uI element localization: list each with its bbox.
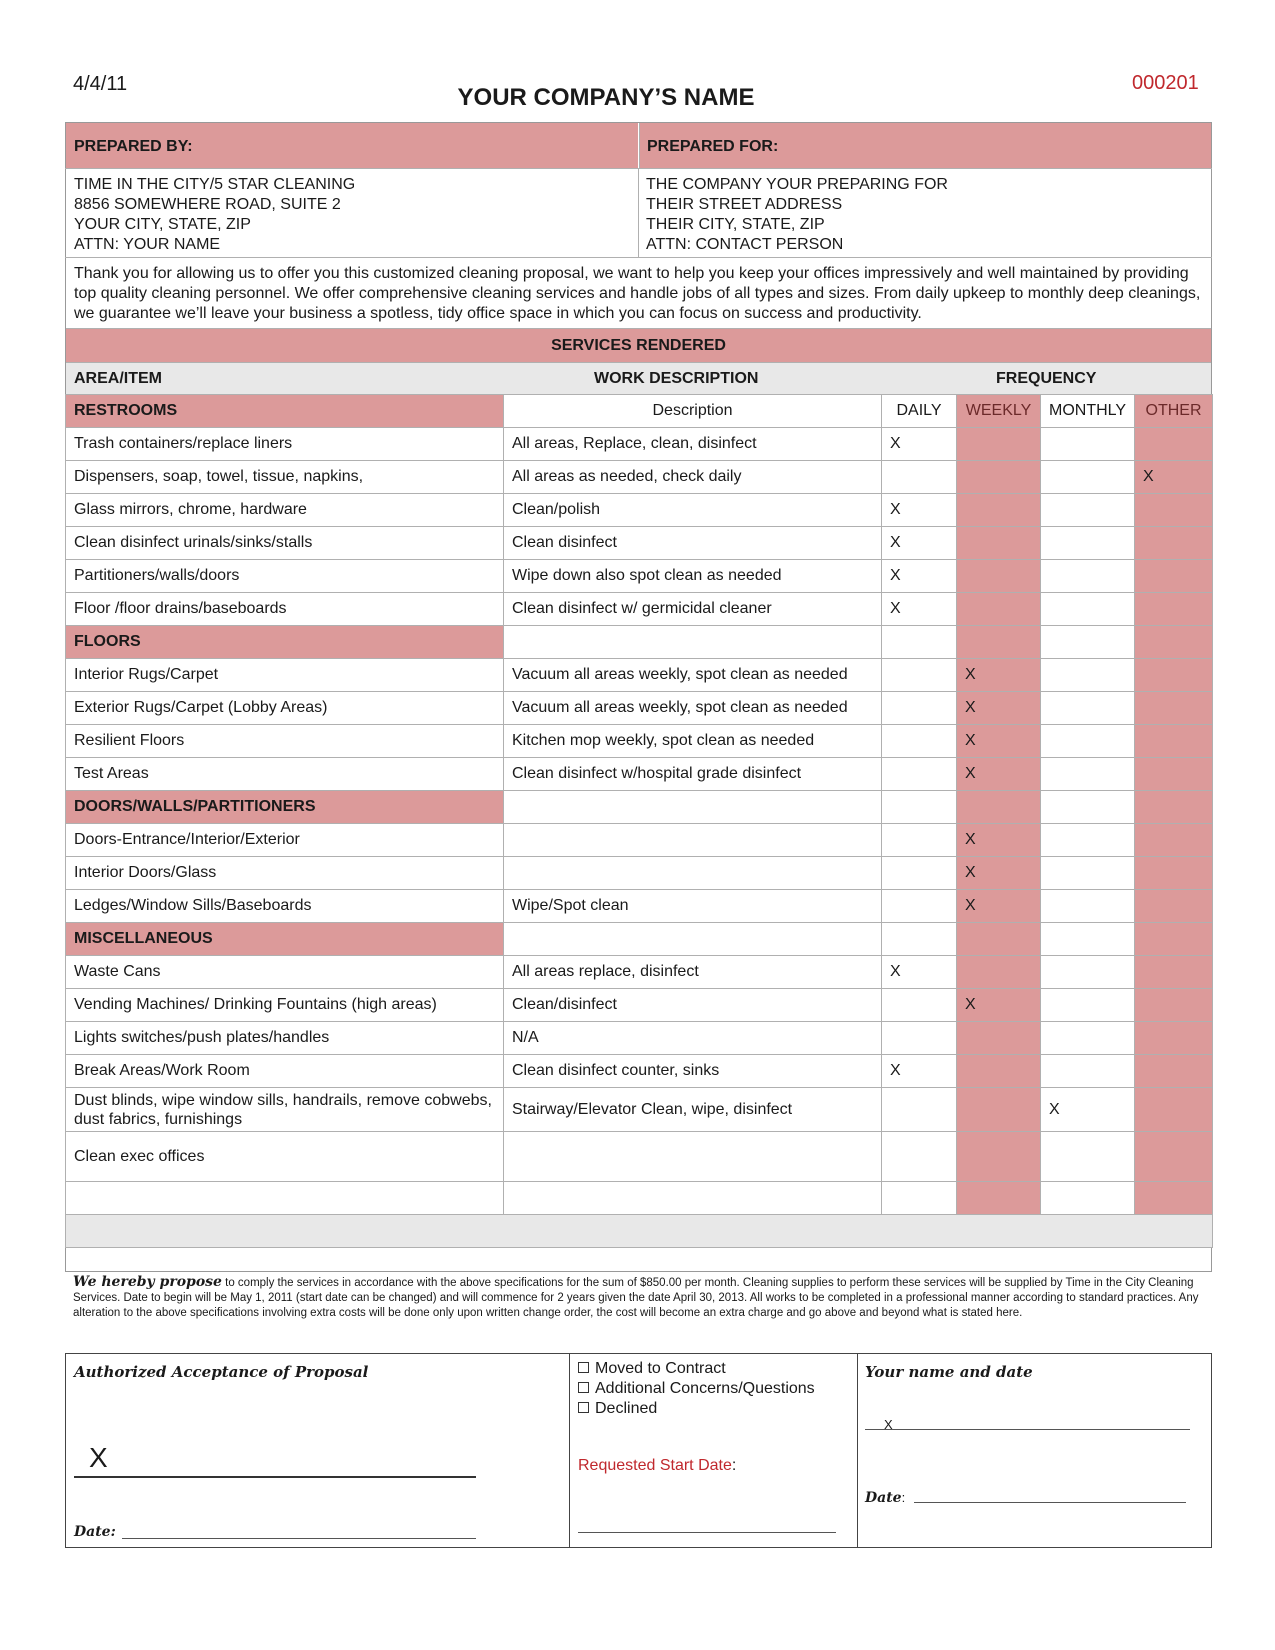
- freq-other-cell: [1135, 989, 1213, 1022]
- requested-start-colon: :: [731, 1457, 737, 1474]
- prepared-for-address: [639, 175, 1211, 255]
- freq-weekly-cell: [957, 560, 1041, 593]
- freq-other-cell: [1135, 593, 1213, 626]
- section-row: [66, 791, 1213, 824]
- prepared-for-label: PREPARED FOR:: [647, 138, 779, 155]
- freq-monthly-cell: [1041, 890, 1135, 923]
- freq-weekly-cell: [957, 494, 1041, 527]
- freq-daily-cell: [882, 890, 957, 923]
- prepared-by-address: [66, 175, 638, 255]
- freq-monthly-cell: [1041, 593, 1135, 626]
- table-row: [66, 593, 1213, 626]
- freq-daily-cell: [882, 857, 957, 890]
- table-row: [66, 989, 1213, 1022]
- freq-weekly-cell: X: [957, 692, 1041, 725]
- description-subheader: Description: [504, 395, 882, 428]
- table-row: [66, 1132, 1213, 1182]
- description-cell: Clean/disinfect: [504, 989, 882, 1022]
- freq-weekly-cell: X: [957, 989, 1041, 1022]
- intro-paragraph: Thank you for allowing us to offer you this customized cleaning proposal, we want to help you keep your offices impressively and well maintained by providing top quality cleaning personnel. We offer comprehensive cleaning services and handle jobs of all types and sizes. From daily upkeep to monthly deep cleanings, we guarantee we’ll leave your business a spotless, tidy office space in which you can focus on success and productivity.: [74, 265, 1201, 322]
- area-item-cell: Floor /floor drains/baseboards: [66, 593, 504, 626]
- description-cell: Vacuum all areas weekly, spot clean as needed: [504, 692, 882, 725]
- description-cell: All areas, Replace, clean, disinfect: [504, 428, 882, 461]
- table-row: [66, 1182, 1213, 1215]
- requested-start-date: [578, 1457, 736, 1475]
- freq-daily-cell: [882, 758, 957, 791]
- document-date: 4/4/11: [73, 73, 128, 95]
- area-item-cell: Interior Rugs/Carpet: [66, 659, 504, 692]
- table-row: [66, 824, 1213, 857]
- empty-cell: [504, 791, 882, 824]
- freq-weekly-cell: [957, 428, 1041, 461]
- area-item-cell: [66, 1182, 504, 1215]
- freq-monthly-cell: [1041, 923, 1135, 956]
- requested-start-line[interactable]: [578, 1532, 836, 1533]
- freq-monthly-cell: [1041, 659, 1135, 692]
- freq-monthly-cell: [1041, 494, 1135, 527]
- freq-other-cell: [1135, 1088, 1213, 1132]
- freq-other-cell: [1135, 791, 1213, 824]
- your-signature-x: X: [884, 1417, 893, 1432]
- freq-monthly-cell: [1041, 1132, 1135, 1182]
- freq-daily-cell: [882, 1132, 957, 1182]
- description-cell: Kitchen mop weekly, spot clean as needed: [504, 725, 882, 758]
- freq-daily-cell: [882, 791, 957, 824]
- section-title: DOORS/WALLS/PARTITIONERS: [66, 791, 504, 824]
- description-cell: [504, 857, 882, 890]
- freq-daily-cell: [882, 824, 957, 857]
- freq-other-cell: [1135, 494, 1213, 527]
- freq-other-cell: [1135, 692, 1213, 725]
- services-title-band: [66, 328, 1211, 362]
- prepared-by-line: ATTN: YOUR NAME: [74, 236, 221, 253]
- area-item-cell: Partitioners/walls/doors: [66, 560, 504, 593]
- description-cell: [504, 1182, 882, 1215]
- freq-daily-cell: [882, 692, 957, 725]
- work-description-header: WORK DESCRIPTION: [594, 370, 759, 387]
- freq-other-cell: [1135, 527, 1213, 560]
- your-date-label: Date: [865, 1490, 902, 1506]
- freq-other-cell: [1135, 725, 1213, 758]
- freq-weekly-cell: X: [957, 857, 1041, 890]
- table-row: [66, 1055, 1213, 1088]
- prepared-for-line: THEIR STREET ADDRESS: [646, 196, 843, 213]
- table-row: [66, 857, 1213, 890]
- table-row: [66, 527, 1213, 560]
- section-row: [66, 626, 1213, 659]
- area-item-cell: Test Areas: [66, 758, 504, 791]
- freq-other-cell: [1135, 428, 1213, 461]
- proposal-lead: We hereby propose: [73, 1274, 222, 1290]
- freq-other-cell: [1135, 890, 1213, 923]
- requested-start-label: Requested Start Date: [578, 1457, 732, 1474]
- prepared-by-header: [66, 123, 638, 168]
- table-row: [66, 428, 1213, 461]
- area-item-cell: Trash containers/replace liners: [66, 428, 504, 461]
- freq-monthly-cell: [1041, 956, 1135, 989]
- frequency-header: FREQUENCY: [996, 370, 1097, 387]
- area-item-cell: Dust blinds, wipe window sills, handrails, remove cobwebs, dust fabrics, furnishings: [66, 1088, 504, 1132]
- table-row: [66, 758, 1213, 791]
- section-title: MISCELLANEOUS: [66, 923, 504, 956]
- freq-label-daily: DAILY: [882, 395, 957, 428]
- prepared-for-header: [639, 123, 1211, 168]
- table-row: [66, 1022, 1213, 1055]
- checkbox-icon[interactable]: [578, 1402, 589, 1413]
- freq-daily-cell: X: [882, 1055, 957, 1088]
- freq-monthly-cell: [1041, 857, 1135, 890]
- freq-weekly-cell: [957, 527, 1041, 560]
- area-item-cell: Vending Machines/ Drinking Fountains (high areas): [66, 989, 504, 1022]
- acceptance-section: [65, 1353, 1212, 1548]
- freq-weekly-cell: [957, 1088, 1041, 1132]
- acceptance-date-line[interactable]: [122, 1538, 476, 1539]
- description-cell: Clean disinfect counter, sinks: [504, 1055, 882, 1088]
- description-cell: N/A: [504, 1022, 882, 1055]
- freq-monthly-cell: [1041, 527, 1135, 560]
- company-name-title: YOUR COMPANY’S NAME: [457, 84, 755, 111]
- footer-row: [66, 1215, 1213, 1248]
- area-item-cell: Exterior Rugs/Carpet (Lobby Areas): [66, 692, 504, 725]
- freq-monthly-cell: [1041, 1055, 1135, 1088]
- freq-monthly-cell: [1041, 692, 1135, 725]
- freq-daily-cell: [882, 626, 957, 659]
- freq-daily-cell: [882, 989, 957, 1022]
- prepared-by-line: 8856 SOMEWHERE ROAD, SUITE 2: [74, 196, 341, 213]
- freq-monthly-cell: [1041, 791, 1135, 824]
- description-cell: [504, 1132, 882, 1182]
- freq-daily-cell: X: [882, 560, 957, 593]
- freq-monthly-cell: [1041, 725, 1135, 758]
- freq-monthly-cell: [1041, 560, 1135, 593]
- description-cell: Clean disinfect: [504, 527, 882, 560]
- your-name-date-title: Your name and date: [865, 1363, 1033, 1381]
- table-row: [66, 890, 1213, 923]
- area-item-cell: Lights switches/push plates/handles: [66, 1022, 504, 1055]
- your-date-colon: :: [901, 1490, 906, 1505]
- area-item-cell: Dispensers, soap, towel, tissue, napkins,: [66, 461, 504, 494]
- freq-weekly-cell: [957, 1055, 1041, 1088]
- freq-other-cell: [1135, 1022, 1213, 1055]
- empty-cell: [504, 626, 882, 659]
- freq-weekly-cell: [957, 1132, 1041, 1182]
- freq-daily-cell: [882, 659, 957, 692]
- freq-weekly-cell: [957, 791, 1041, 824]
- proposal-statement: [73, 1275, 1213, 1321]
- description-cell: Wipe/Spot clean: [504, 890, 882, 923]
- freq-weekly-cell: [957, 923, 1041, 956]
- description-cell: Stairway/Elevator Clean, wipe, disinfect: [504, 1088, 882, 1132]
- description-cell: Clean/polish: [504, 494, 882, 527]
- prepared-by-label: PREPARED BY:: [74, 138, 193, 155]
- area-item-cell: Resilient Floors: [66, 725, 504, 758]
- freq-other-cell: [1135, 923, 1213, 956]
- freq-weekly-cell: [957, 956, 1041, 989]
- section-title: FLOORS: [66, 626, 504, 659]
- freq-monthly-cell: X: [1041, 1088, 1135, 1132]
- area-item-cell: Glass mirrors, chrome, hardware: [66, 494, 504, 527]
- freq-weekly-cell: X: [957, 824, 1041, 857]
- freq-monthly-cell: [1041, 1022, 1135, 1055]
- section-title: RESTROOMS: [66, 395, 504, 428]
- table-row: [66, 956, 1213, 989]
- option-label: Moved to Contract: [595, 1360, 726, 1377]
- freq-weekly-cell: [957, 461, 1041, 494]
- freq-label-weekly: WEEKLY: [957, 395, 1041, 428]
- area-item-cell: Doors-Entrance/Interior/Exterior: [66, 824, 504, 857]
- table-row: [66, 560, 1213, 593]
- area-item-cell: Ledges/Window Sills/Baseboards: [66, 890, 504, 923]
- services-title: SERVICES RENDERED: [551, 337, 726, 354]
- table-row: [66, 1088, 1213, 1132]
- description-cell: Wipe down also spot clean as needed: [504, 560, 882, 593]
- area-item-cell: Break Areas/Work Room: [66, 1055, 504, 1088]
- services-column-header: [66, 362, 1211, 394]
- freq-other-cell: [1135, 956, 1213, 989]
- freq-weekly-cell: X: [957, 890, 1041, 923]
- description-cell: Clean disinfect w/hospital grade disinfect: [504, 758, 882, 791]
- services-table: [65, 394, 1213, 1248]
- freq-monthly-cell: [1041, 1182, 1135, 1215]
- freq-daily-cell: X: [882, 527, 957, 560]
- freq-label-other: OTHER: [1135, 395, 1213, 428]
- table-row: [66, 659, 1213, 692]
- freq-weekly-cell: X: [957, 758, 1041, 791]
- description-cell: All areas as needed, check daily: [504, 461, 882, 494]
- freq-daily-cell: X: [882, 593, 957, 626]
- acceptance-title: Authorized Acceptance of Proposal: [74, 1363, 369, 1381]
- description-cell: Clean disinfect w/ germicidal cleaner: [504, 593, 882, 626]
- freq-weekly-cell: [957, 626, 1041, 659]
- freq-other-cell: X: [1135, 461, 1213, 494]
- prepared-for-line: ATTN: CONTACT PERSON: [646, 236, 844, 253]
- your-signature-line[interactable]: [865, 1429, 1190, 1430]
- freq-weekly-cell: X: [957, 725, 1041, 758]
- freq-daily-cell: [882, 1182, 957, 1215]
- section-row: [66, 923, 1213, 956]
- freq-daily-cell: [882, 725, 957, 758]
- freq-other-cell: [1135, 857, 1213, 890]
- option-label: Additional Concerns/Questions: [595, 1380, 815, 1397]
- option-label: Declined: [595, 1400, 658, 1417]
- empty-cell: [504, 923, 882, 956]
- freq-daily-cell: [882, 1022, 957, 1055]
- services-subheader-row: [66, 395, 1213, 428]
- freq-other-cell: [1135, 659, 1213, 692]
- prepared-by-line: TIME IN THE CITY/5 STAR CLEANING: [74, 176, 356, 193]
- area-item-header: AREA/ITEM: [74, 370, 162, 387]
- prepared-by-line: YOUR CITY, STATE, ZIP: [74, 216, 251, 233]
- freq-weekly-cell: [957, 593, 1041, 626]
- prepared-for-line: THEIR CITY, STATE, ZIP: [646, 216, 825, 233]
- freq-monthly-cell: [1041, 461, 1135, 494]
- freq-other-cell: [1135, 1132, 1213, 1182]
- signature-x-mark: X: [89, 1442, 108, 1473]
- description-cell: [504, 824, 882, 857]
- freq-daily-cell: [882, 461, 957, 494]
- prepared-for-line: THE COMPANY YOUR PREPARING FOR: [646, 176, 948, 193]
- status-options: [578, 1359, 815, 1419]
- freq-other-cell: [1135, 1055, 1213, 1088]
- signature-line[interactable]: [74, 1476, 476, 1478]
- freq-daily-cell: X: [882, 956, 957, 989]
- option-declined[interactable]: [578, 1399, 815, 1419]
- freq-monthly-cell: [1041, 626, 1135, 659]
- checkbox-icon[interactable]: [578, 1362, 589, 1373]
- freq-weekly-cell: [957, 1022, 1041, 1055]
- option-moved-to-contract[interactable]: [578, 1359, 815, 1379]
- your-date: [865, 1490, 905, 1506]
- freq-daily-cell: X: [882, 428, 957, 461]
- description-cell: All areas replace, disinfect: [504, 956, 882, 989]
- freq-other-cell: [1135, 1182, 1213, 1215]
- freq-monthly-cell: [1041, 758, 1135, 791]
- area-item-cell: Interior Doors/Glass: [66, 857, 504, 890]
- freq-daily-cell: [882, 923, 957, 956]
- your-date-line[interactable]: [914, 1502, 1186, 1503]
- freq-weekly-cell: X: [957, 659, 1041, 692]
- option-additional-concerns[interactable]: [578, 1379, 815, 1399]
- footer-cell: [66, 1215, 1213, 1248]
- freq-monthly-cell: [1041, 989, 1135, 1022]
- area-item-cell: Waste Cans: [66, 956, 504, 989]
- area-item-cell: Clean exec offices: [66, 1132, 504, 1182]
- freq-label-monthly: MONTHLY: [1041, 395, 1135, 428]
- freq-other-cell: [1135, 626, 1213, 659]
- freq-daily-cell: [882, 1088, 957, 1132]
- freq-other-cell: [1135, 560, 1213, 593]
- table-row: [66, 494, 1213, 527]
- document-number: 000201: [1132, 72, 1199, 94]
- description-cell: Vacuum all areas weekly, spot clean as needed: [504, 659, 882, 692]
- proposal-text: to comply the services in accordance with the above specifications for the sum of $850.00 per month. Cleaning supplies to perform these services will be supplied by Time in the City Cleaning Services. Date to begin will be May 1, 2011 (start date can be changed) and will commence for 2 years given the date April 30, 2013. All works to be completed in a professional manner according to standard practices. Any alteration to the above specifications involving extra costs will be done only upon written change order, the cost will become an extra charge and go above and beyond what is stated here.: [73, 1277, 1199, 1319]
- freq-monthly-cell: [1041, 824, 1135, 857]
- area-item-cell: Clean disinfect urinals/sinks/stalls: [66, 527, 504, 560]
- freq-other-cell: [1135, 758, 1213, 791]
- acceptance-date-label: Date:: [74, 1524, 116, 1540]
- freq-other-cell: [1135, 824, 1213, 857]
- freq-weekly-cell: [957, 1182, 1041, 1215]
- table-row: [66, 461, 1213, 494]
- freq-monthly-cell: [1041, 428, 1135, 461]
- checkbox-icon[interactable]: [578, 1382, 589, 1393]
- table-row: [66, 725, 1213, 758]
- table-row: [66, 692, 1213, 725]
- freq-daily-cell: X: [882, 494, 957, 527]
